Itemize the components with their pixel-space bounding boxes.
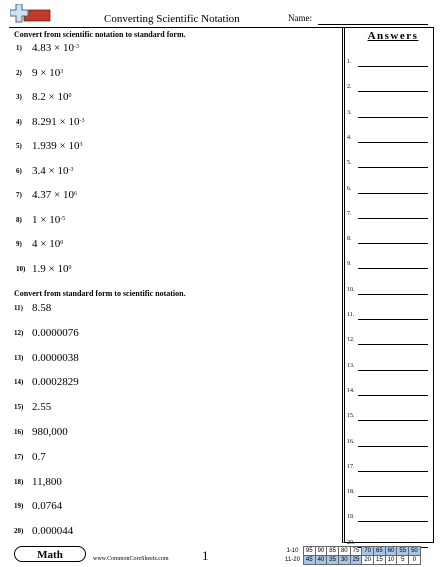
answer-number: 4. bbox=[347, 135, 352, 141]
answer-number: 10. bbox=[347, 287, 355, 293]
answer-line[interactable] bbox=[358, 521, 428, 522]
answer-line[interactable] bbox=[358, 319, 428, 320]
answer-line[interactable] bbox=[358, 193, 428, 194]
score-cell: 90 bbox=[315, 547, 327, 556]
section-2-instruction: Convert from standard form to scientific notation. bbox=[14, 289, 186, 298]
expression-exponent: -5 bbox=[60, 216, 66, 222]
expression-exponent: -3 bbox=[68, 167, 74, 173]
score-range: 1-10 bbox=[286, 548, 299, 554]
expression-mantissa: 4.37 × 10 bbox=[32, 189, 74, 201]
answer-line[interactable] bbox=[358, 167, 428, 168]
expression-exponent: -3 bbox=[73, 44, 79, 50]
score-cell: 60 bbox=[385, 547, 397, 556]
answer-line[interactable] bbox=[358, 294, 428, 295]
problem-number: 14) bbox=[14, 378, 24, 386]
answer-line[interactable] bbox=[358, 117, 428, 118]
page-number: 1 bbox=[202, 548, 209, 563]
expression-exponent: 3 bbox=[60, 69, 64, 75]
expression-mantissa: 1 × 10 bbox=[32, 214, 61, 226]
answer-number: 6. bbox=[347, 186, 352, 192]
answer-line[interactable] bbox=[358, 66, 428, 67]
expression-mantissa: 1.9 × 10 bbox=[32, 263, 69, 275]
answer-line[interactable] bbox=[358, 243, 428, 244]
score-cell: 15 bbox=[374, 556, 386, 565]
standard-form-value: 11,800 bbox=[32, 476, 62, 488]
standard-form-value: 0.0002829 bbox=[32, 376, 79, 388]
problem-number: 6) bbox=[16, 167, 22, 175]
score-range: 11-20 bbox=[285, 557, 300, 563]
score-cell: 20 bbox=[362, 556, 374, 565]
score-table bbox=[285, 546, 421, 565]
score-cell: 45 bbox=[303, 556, 315, 565]
scientific-expression bbox=[32, 42, 79, 54]
answer-number: 16. bbox=[347, 439, 355, 445]
answer-number: 20. bbox=[347, 540, 355, 546]
problem-number: 4) bbox=[16, 118, 22, 126]
score-cell: 55 bbox=[397, 547, 409, 556]
answer-line[interactable] bbox=[358, 446, 428, 447]
score-cell: 10 bbox=[385, 556, 397, 565]
answer-line[interactable] bbox=[358, 395, 428, 396]
answer-line[interactable] bbox=[358, 218, 428, 219]
answer-number: 8. bbox=[347, 236, 352, 242]
subject-badge: Math bbox=[14, 546, 86, 562]
worksheet-title: Converting Scientific Notation bbox=[104, 13, 240, 25]
scientific-expression bbox=[32, 214, 65, 226]
scientific-expression bbox=[32, 116, 84, 128]
answer-line[interactable] bbox=[358, 471, 428, 472]
problem-number: 7) bbox=[16, 191, 22, 199]
answer-number: 15. bbox=[347, 413, 355, 419]
expression-exponent: 0 bbox=[68, 265, 72, 271]
answer-number: 18. bbox=[347, 489, 355, 495]
score-cell: 70 bbox=[362, 547, 374, 556]
standard-form-value: 0.0764 bbox=[32, 500, 63, 512]
answer-line[interactable] bbox=[358, 344, 428, 345]
scientific-expression bbox=[32, 238, 63, 250]
section-1-instruction: Convert from scientific notation to standard form. bbox=[14, 30, 186, 39]
problem-number: 15) bbox=[14, 403, 24, 411]
answer-number: 5. bbox=[347, 160, 352, 166]
scientific-expression bbox=[32, 263, 71, 275]
score-cell: 40 bbox=[315, 556, 327, 565]
expression-exponent: 0 bbox=[68, 93, 72, 99]
expression-mantissa: 4.83 × 10 bbox=[32, 42, 74, 54]
name-label: Name: bbox=[288, 13, 312, 23]
answer-number: 12. bbox=[347, 337, 355, 343]
problem-number: 5) bbox=[16, 142, 22, 150]
score-cell: 30 bbox=[338, 556, 350, 565]
answer-number: 14. bbox=[347, 388, 355, 394]
scientific-expression bbox=[32, 140, 82, 152]
problem-number: 13) bbox=[14, 354, 24, 362]
plus-minus-logo-icon bbox=[10, 4, 54, 28]
answer-line[interactable] bbox=[358, 91, 428, 92]
problem-number: 11) bbox=[14, 304, 23, 312]
answer-number: 11. bbox=[347, 312, 355, 318]
expression-exponent: 0 bbox=[60, 240, 64, 246]
standard-form-value: 0.7 bbox=[32, 451, 46, 463]
answer-number: 19. bbox=[347, 514, 355, 520]
scientific-expression bbox=[32, 67, 63, 79]
score-cell: 85 bbox=[327, 547, 339, 556]
answer-number: 9. bbox=[347, 261, 352, 267]
standard-form-value: 0.0000038 bbox=[32, 352, 79, 364]
standard-form-value: 8.58 bbox=[32, 302, 52, 314]
standard-form-value: 0.0000076 bbox=[32, 327, 79, 339]
problem-number: 8) bbox=[16, 216, 22, 224]
score-cell: 50 bbox=[409, 547, 421, 556]
answers-panel bbox=[342, 27, 434, 543]
problem-number: 12) bbox=[14, 329, 24, 337]
answer-line[interactable] bbox=[358, 268, 428, 269]
score-cell: 80 bbox=[338, 547, 350, 556]
score-cell: 35 bbox=[327, 556, 339, 565]
answer-line[interactable] bbox=[358, 142, 428, 143]
standard-form-value: 0.000044 bbox=[32, 525, 74, 537]
answer-number: 2. bbox=[347, 84, 352, 90]
expression-mantissa: 3.4 × 10 bbox=[32, 165, 69, 177]
score-cell: 25 bbox=[350, 556, 362, 565]
expression-mantissa: 9 × 10 bbox=[32, 67, 61, 79]
expression-exponent: 6 bbox=[73, 191, 77, 197]
standard-form-value: 980,000 bbox=[32, 426, 68, 438]
website-text: www.CommonCoreSheets.com bbox=[93, 556, 169, 562]
score-cell: 95 bbox=[303, 547, 315, 556]
expression-mantissa: 4 × 10 bbox=[32, 238, 61, 250]
standard-form-value: 2.55 bbox=[32, 401, 52, 413]
answer-line[interactable] bbox=[358, 496, 428, 497]
score-cell: 0 bbox=[409, 556, 421, 565]
expression-exponent: 3 bbox=[79, 142, 83, 148]
answer-number: 13. bbox=[347, 363, 355, 369]
answer-number: 7. bbox=[347, 211, 352, 217]
answer-line[interactable] bbox=[358, 370, 428, 371]
answers-title: Answers bbox=[367, 30, 419, 42]
problem-number: 17) bbox=[14, 453, 24, 461]
expression-mantissa: 8.2 × 10 bbox=[32, 91, 69, 103]
score-row bbox=[285, 556, 420, 565]
problem-number: 1) bbox=[16, 44, 22, 52]
answer-number: 1. bbox=[347, 59, 352, 65]
problem-number: 16) bbox=[14, 428, 24, 436]
name-field-line[interactable] bbox=[318, 24, 428, 25]
problem-number: 3) bbox=[16, 93, 22, 101]
expression-mantissa: 8.291 × 10 bbox=[32, 116, 80, 128]
problem-number: 10) bbox=[16, 265, 26, 273]
score-cell: 75 bbox=[350, 547, 362, 556]
problem-number: 20) bbox=[14, 527, 24, 535]
answer-line[interactable] bbox=[358, 420, 428, 421]
problem-number: 18) bbox=[14, 478, 24, 486]
scientific-expression bbox=[32, 165, 73, 177]
score-cell: 65 bbox=[374, 547, 386, 556]
score-cell: 5 bbox=[397, 556, 409, 565]
answer-number: 17. bbox=[347, 464, 355, 470]
problem-number: 2) bbox=[16, 69, 22, 77]
problem-number: 19) bbox=[14, 502, 24, 510]
answer-number: 3. bbox=[347, 110, 352, 116]
expression-exponent: -3 bbox=[79, 118, 85, 124]
scientific-expression bbox=[32, 91, 71, 103]
score-row bbox=[285, 547, 420, 556]
problem-number: 9) bbox=[16, 240, 22, 248]
scientific-expression bbox=[32, 189, 77, 201]
expression-mantissa: 1.939 × 10 bbox=[32, 140, 80, 152]
